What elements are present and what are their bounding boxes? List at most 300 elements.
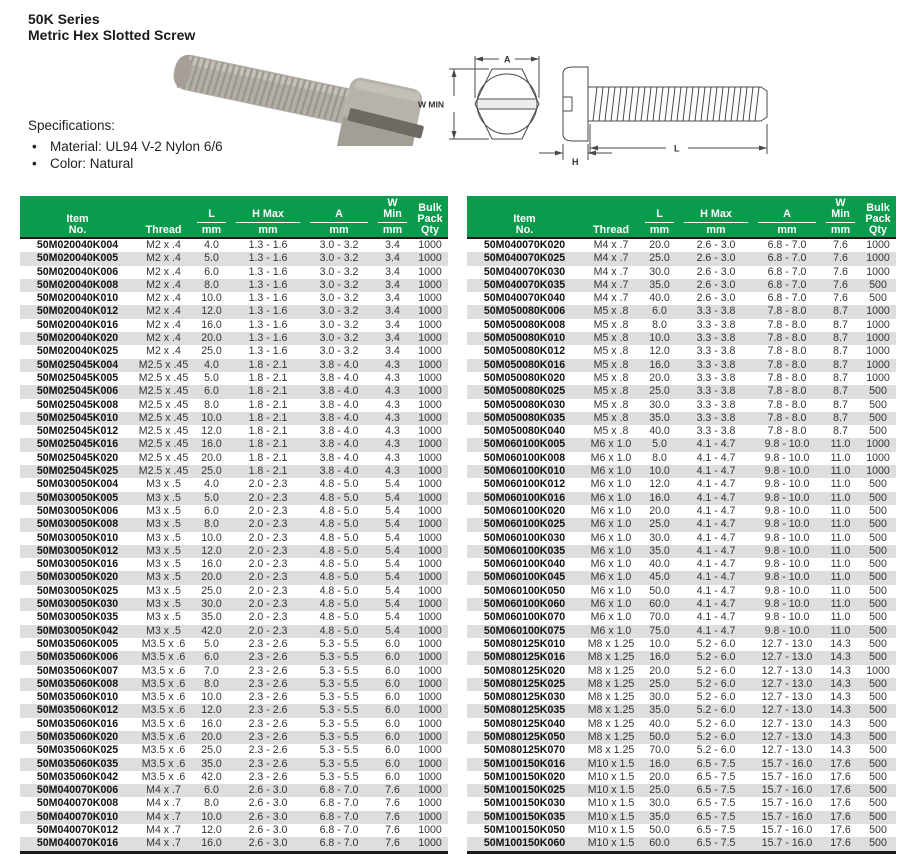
value-cell: 9.8 - 10.0 — [764, 584, 810, 597]
value-cell: 1000 — [418, 478, 442, 491]
item-no-cell: 50M050080K010 — [483, 332, 566, 345]
value-cell: 500 — [869, 531, 887, 544]
table-row — [20, 292, 448, 305]
item-no-cell: 50M020040K025 — [36, 345, 119, 358]
table-row — [467, 571, 896, 584]
value-cell: 16.0 — [201, 837, 222, 850]
value-cell: 500 — [869, 624, 887, 637]
value-cell: 6.0 — [652, 305, 667, 318]
value-cell: M4 x .7 — [593, 265, 629, 278]
value-cell: 2.0 - 2.3 — [248, 584, 288, 597]
value-cell: 12.7 - 13.0 — [761, 717, 813, 730]
value-cell: 1000 — [418, 797, 442, 810]
value-cell: 8.0 — [652, 318, 667, 331]
series-title: 50K Series — [28, 11, 100, 27]
value-cell: M2.5 x .45 — [138, 358, 189, 371]
value-cell: 2.3 - 2.6 — [248, 691, 288, 704]
table-row — [20, 691, 448, 704]
value-cell: 3.0 - 3.2 — [319, 252, 359, 265]
table-row — [20, 638, 448, 651]
value-cell: 9.8 - 10.0 — [764, 558, 810, 571]
table-row — [20, 611, 448, 624]
value-cell: M8 x 1.25 — [587, 691, 635, 704]
item-no-cell: 50M100150K030 — [483, 797, 566, 810]
value-cell: 12.0 — [649, 345, 670, 358]
spec-table-left — [20, 196, 448, 854]
value-cell: M4 x .7 — [593, 252, 629, 265]
value-cell: 6.5 - 7.5 — [696, 757, 736, 770]
item-no-cell: 50M060100K020 — [483, 504, 566, 517]
value-cell: 9.8 - 10.0 — [764, 544, 810, 557]
item-no-cell: 50M020040K010 — [36, 292, 119, 305]
value-cell: M4 x .7 — [146, 784, 181, 797]
value-cell: 1.3 - 1.6 — [248, 239, 288, 251]
value-cell: 7.6 — [833, 265, 848, 278]
table-row — [467, 478, 896, 491]
value-cell: 6.5 - 7.5 — [696, 797, 736, 810]
value-cell: 9.8 - 10.0 — [764, 598, 810, 611]
value-cell: 11.0 — [830, 611, 851, 624]
item-no-cell: 50M030050K012 — [36, 544, 119, 557]
value-cell: M8 x 1.25 — [587, 717, 635, 730]
value-cell: 1000 — [866, 438, 890, 451]
value-cell: 1.8 - 2.1 — [248, 465, 288, 478]
table-row — [467, 292, 896, 305]
value-cell: M8 x 1.25 — [587, 664, 635, 677]
value-cell: 16.0 — [649, 651, 670, 664]
value-cell: 3.0 - 3.2 — [319, 332, 359, 345]
value-cell: M5 x .8 — [593, 411, 629, 424]
value-cell: 1000 — [418, 770, 442, 783]
value-cell: 2.3 - 2.6 — [248, 704, 288, 717]
value-cell: 30.0 — [649, 797, 670, 810]
value-cell: 7.8 - 8.0 — [767, 332, 807, 345]
value-cell: 5.4 — [385, 491, 400, 504]
value-cell: M8 x 1.25 — [587, 651, 635, 664]
table-row — [20, 625, 448, 638]
value-cell: 10.0 — [201, 292, 222, 305]
value-cell: 25.0 — [201, 744, 222, 757]
value-cell: 5.3 - 5.5 — [319, 704, 359, 717]
table-row — [467, 465, 896, 478]
value-cell: 8.7 — [833, 425, 848, 438]
value-cell: 500 — [869, 571, 887, 584]
value-cell: 1.3 - 1.6 — [248, 318, 288, 331]
table-row — [467, 718, 896, 731]
value-cell: 30.0 — [649, 691, 670, 704]
value-cell: 2.3 - 2.6 — [248, 664, 288, 677]
table-row — [467, 279, 896, 292]
value-cell: 16.0 — [201, 318, 222, 331]
value-cell: 1.8 - 2.1 — [248, 358, 288, 371]
value-cell: 8.0 — [204, 518, 219, 531]
item-no-cell: 50M025045K016 — [36, 438, 119, 451]
value-cell: M3.5 x .6 — [141, 691, 186, 704]
value-cell: M5 x .8 — [593, 385, 629, 398]
value-cell: 8.7 — [833, 398, 848, 411]
value-cell: M6 x 1.0 — [590, 504, 632, 517]
item-no-cell: 50M060100K050 — [483, 584, 566, 597]
value-cell: 2.6 - 3.0 — [248, 797, 288, 810]
value-cell: 500 — [869, 385, 887, 398]
value-cell: M3 x .5 — [146, 544, 181, 557]
value-cell: 9.8 - 10.0 — [764, 571, 810, 584]
value-cell: 7.6 — [833, 252, 848, 265]
value-cell: 4.3 — [385, 451, 400, 464]
value-cell: 6.0 — [385, 730, 400, 743]
value-cell: 6.0 — [204, 385, 219, 398]
value-cell: 1.3 - 1.6 — [248, 305, 288, 318]
table-row — [20, 452, 448, 465]
item-no-cell: 50M100150K016 — [483, 757, 566, 770]
value-cell: M3 x .5 — [146, 611, 181, 624]
table-row — [20, 345, 448, 358]
table-row — [20, 797, 448, 810]
value-cell: 3.4 — [385, 318, 400, 331]
value-cell: 3.4 — [385, 265, 400, 278]
value-cell: M2.5 x .45 — [138, 425, 189, 438]
item-no-cell: 50M040070K010 — [36, 810, 119, 823]
value-cell: 5.4 — [385, 598, 400, 611]
value-cell: 35.0 — [649, 704, 670, 717]
table-row — [20, 784, 448, 797]
value-cell: 2.0 - 2.3 — [248, 531, 288, 544]
value-cell: 25.0 — [201, 584, 222, 597]
value-cell: 5.3 - 5.5 — [319, 757, 359, 770]
item-no-cell: 50M080125K050 — [483, 730, 566, 743]
value-cell: 5.4 — [385, 571, 400, 584]
value-cell: 7.6 — [385, 837, 400, 850]
table-row — [467, 758, 896, 771]
col-header-h-max: H Max mm — [679, 196, 753, 238]
table-row — [20, 545, 448, 558]
item-no-cell: 50M050080K006 — [483, 305, 566, 318]
table-row — [20, 385, 448, 398]
value-cell: M6 x 1.0 — [590, 584, 632, 597]
value-cell: 2.0 - 2.3 — [248, 491, 288, 504]
value-cell: 3.8 - 4.0 — [319, 451, 359, 464]
value-cell: 9.8 - 10.0 — [764, 624, 810, 637]
value-cell: M3.5 x .6 — [141, 637, 186, 650]
value-cell: 3.8 - 4.0 — [319, 385, 359, 398]
value-cell: 4.1 - 4.7 — [696, 571, 736, 584]
value-cell: 6.5 - 7.5 — [696, 810, 736, 823]
value-cell: 11.0 — [830, 558, 851, 571]
value-cell: 1000 — [866, 358, 890, 371]
value-cell: M8 x 1.25 — [587, 730, 635, 743]
table-row — [20, 585, 448, 598]
value-cell: 1.8 - 2.1 — [248, 451, 288, 464]
item-no-cell: 50M020040K004 — [36, 239, 119, 251]
value-cell: 1000 — [418, 438, 442, 451]
value-cell: M8 x 1.25 — [587, 744, 635, 757]
value-cell: 5.2 - 6.0 — [696, 744, 736, 757]
value-cell: 4.1 - 4.7 — [696, 518, 736, 531]
value-cell: M3 x .5 — [146, 531, 181, 544]
value-cell: 500 — [869, 691, 887, 704]
table-row — [467, 452, 896, 465]
spec-item-material — [28, 138, 223, 155]
value-cell: 1000 — [418, 332, 442, 345]
value-cell: 500 — [869, 292, 887, 305]
table-row — [467, 678, 896, 691]
value-cell: 1000 — [866, 252, 890, 265]
col-header-a: A mm — [305, 196, 373, 238]
value-cell: 1000 — [866, 305, 890, 318]
value-cell: 8.0 — [204, 278, 219, 291]
table-row — [467, 425, 896, 438]
value-cell: 15.7 - 16.0 — [761, 797, 813, 810]
value-cell: M6 x 1.0 — [590, 624, 632, 637]
item-no-cell: 50M035060K016 — [36, 717, 119, 730]
table-row — [20, 718, 448, 731]
item-no-cell: 50M040070K006 — [36, 784, 119, 797]
item-no-cell: 50M060100K025 — [483, 518, 566, 531]
value-cell: 7.8 - 8.0 — [767, 345, 807, 358]
spec-material-text: Material: UL94 V-2 Nylon 6/6 — [50, 139, 223, 154]
value-cell: M4 x .7 — [593, 292, 629, 305]
spec-table-right — [467, 196, 896, 854]
value-cell: 14.3 — [830, 651, 851, 664]
table-row — [20, 252, 448, 265]
value-cell: 500 — [869, 744, 887, 757]
table-row — [20, 372, 448, 385]
table-row — [20, 558, 448, 571]
value-cell: 8.0 — [204, 797, 219, 810]
item-no-cell: 50M030050K010 — [36, 531, 119, 544]
value-cell: 5.2 - 6.0 — [696, 730, 736, 743]
value-cell: M3 x .5 — [146, 491, 181, 504]
value-cell: 3.8 - 4.0 — [319, 438, 359, 451]
value-cell: 4.8 - 5.0 — [319, 624, 359, 637]
item-no-cell: 50M100150K050 — [483, 824, 566, 837]
value-cell: 17.6 — [830, 797, 851, 810]
value-cell: 75.0 — [649, 624, 670, 637]
value-cell: 500 — [869, 824, 887, 837]
item-no-cell: 50M060100K060 — [483, 598, 566, 611]
value-cell: 500 — [869, 770, 887, 783]
value-cell: 8.0 — [652, 451, 667, 464]
value-cell: M5 x .8 — [593, 398, 629, 411]
value-cell: 11.0 — [830, 478, 851, 491]
value-cell: 20.0 — [649, 504, 670, 517]
value-cell: 16.0 — [649, 757, 670, 770]
table-row — [20, 744, 448, 757]
value-cell: 6.8 - 7.0 — [767, 239, 807, 251]
value-cell: 17.6 — [830, 837, 851, 850]
value-cell: 3.8 - 4.0 — [319, 398, 359, 411]
value-cell: 4.8 - 5.0 — [319, 571, 359, 584]
value-cell: M3 x .5 — [146, 571, 181, 584]
value-cell: 3.0 - 3.2 — [319, 345, 359, 358]
table-row — [467, 824, 896, 837]
item-no-cell: 50M035060K006 — [36, 651, 119, 664]
value-cell: 3.3 - 3.8 — [696, 358, 736, 371]
item-no-cell: 50M050080K020 — [483, 371, 566, 384]
item-no-cell: 50M040070K012 — [36, 824, 119, 837]
value-cell: 500 — [869, 504, 887, 517]
table-row — [20, 492, 448, 505]
value-cell: 6.0 — [385, 691, 400, 704]
item-no-cell: 50M040070K025 — [483, 252, 566, 265]
value-cell: 1.8 - 2.1 — [248, 438, 288, 451]
table-row — [20, 465, 448, 478]
col-header-w-min: W Min mm — [821, 196, 860, 238]
value-cell: 1000 — [418, 371, 442, 384]
value-cell: 5.0 — [204, 371, 219, 384]
value-cell: 3.8 - 4.0 — [319, 358, 359, 371]
value-cell: 6.0 — [385, 651, 400, 664]
item-no-cell: 50M020040K016 — [36, 318, 119, 331]
value-cell: 70.0 — [649, 611, 670, 624]
value-cell: M10 x 1.5 — [587, 837, 635, 850]
table-row — [467, 665, 896, 678]
value-cell: 15.7 - 16.0 — [761, 837, 813, 850]
value-cell: 4.1 - 4.7 — [696, 584, 736, 597]
col-header-w-min: W Min mm — [373, 196, 412, 238]
value-cell: 1.3 - 1.6 — [248, 265, 288, 278]
value-cell: 5.3 - 5.5 — [319, 730, 359, 743]
value-cell: 500 — [869, 611, 887, 624]
value-cell: 1000 — [418, 677, 442, 690]
value-cell: M2.5 x .45 — [138, 438, 189, 451]
item-no-cell: 50M100150K020 — [483, 770, 566, 783]
value-cell: M6 x 1.0 — [590, 478, 632, 491]
table-row — [467, 704, 896, 717]
value-cell: 3.3 - 3.8 — [696, 425, 736, 438]
value-cell: 2.6 - 3.0 — [248, 824, 288, 837]
table-body-left — [20, 238, 448, 852]
value-cell: M4 x .7 — [593, 239, 629, 251]
value-cell: 4.1 - 4.7 — [696, 451, 736, 464]
table-row — [20, 438, 448, 451]
specifications — [28, 118, 223, 172]
table-row — [20, 758, 448, 771]
item-no-cell: 50M060100K012 — [483, 478, 566, 491]
item-no-cell: 50M035060K042 — [36, 770, 119, 783]
value-cell: M2 x .4 — [146, 345, 181, 358]
value-cell: 500 — [869, 810, 887, 823]
item-no-cell: 50M040070K008 — [36, 797, 119, 810]
item-no-cell: 50M025045K020 — [36, 451, 119, 464]
value-cell: M3 x .5 — [146, 598, 181, 611]
value-cell: 5.4 — [385, 584, 400, 597]
value-cell: 6.0 — [385, 637, 400, 650]
value-cell: 9.8 - 10.0 — [764, 438, 810, 451]
value-cell: 4.0 — [204, 239, 219, 251]
item-no-cell: 50M030050K008 — [36, 518, 119, 531]
value-cell: M3.5 x .6 — [141, 664, 186, 677]
value-cell: 1000 — [418, 278, 442, 291]
value-cell: 6.0 — [204, 784, 219, 797]
item-no-cell: 50M030050K004 — [36, 478, 119, 491]
value-cell: M10 x 1.5 — [587, 824, 635, 837]
value-cell: 7.8 - 8.0 — [767, 385, 807, 398]
value-cell: 25.0 — [649, 677, 670, 690]
item-no-cell: 50M030050K020 — [36, 571, 119, 584]
value-cell: M8 x 1.25 — [587, 677, 635, 690]
value-cell: 4.1 - 4.7 — [696, 504, 736, 517]
value-cell: M2 x .4 — [146, 265, 181, 278]
value-cell: 1000 — [866, 239, 890, 251]
value-cell: M5 x .8 — [593, 371, 629, 384]
value-cell: 500 — [869, 730, 887, 743]
value-cell: 16.0 — [201, 438, 222, 451]
value-cell: 1000 — [418, 239, 442, 251]
value-cell: 12.7 - 13.0 — [761, 637, 813, 650]
item-no-cell: 50M050080K008 — [483, 318, 566, 331]
value-cell: 5.3 - 5.5 — [319, 717, 359, 730]
item-no-cell: 50M060100K005 — [483, 438, 566, 451]
table-row — [467, 691, 896, 704]
value-cell: M2.5 x .45 — [138, 411, 189, 424]
value-cell: 1000 — [418, 651, 442, 664]
value-cell: 3.4 — [385, 345, 400, 358]
value-cell: 4.1 - 4.7 — [696, 598, 736, 611]
item-no-cell: 50M060100K010 — [483, 465, 566, 478]
value-cell: 1.3 - 1.6 — [248, 278, 288, 291]
value-cell: 2.6 - 3.0 — [696, 239, 736, 251]
value-cell: 45.0 — [649, 571, 670, 584]
value-cell: 12.0 — [201, 544, 222, 557]
value-cell: M3.5 x .6 — [141, 651, 186, 664]
value-cell: 7.6 — [833, 292, 848, 305]
value-cell: 12.7 - 13.0 — [761, 704, 813, 717]
value-cell: 4.8 - 5.0 — [319, 478, 359, 491]
item-no-cell: 50M030050K005 — [36, 491, 119, 504]
value-cell: 8.7 — [833, 332, 848, 345]
value-cell: 16.0 — [201, 558, 222, 571]
table-row — [467, 784, 896, 797]
value-cell: 1000 — [418, 398, 442, 411]
value-cell: M3 x .5 — [146, 504, 181, 517]
table-header-row — [467, 196, 896, 238]
value-cell: M3 x .5 — [146, 584, 181, 597]
value-cell: 9.8 - 10.0 — [764, 504, 810, 517]
value-cell: M2 x .4 — [146, 318, 181, 331]
value-cell: M2.5 x .45 — [138, 451, 189, 464]
value-cell: 15.7 - 16.0 — [761, 770, 813, 783]
value-cell: 4.1 - 4.7 — [696, 491, 736, 504]
value-cell: M10 x 1.5 — [587, 797, 635, 810]
value-cell: 9.8 - 10.0 — [764, 465, 810, 478]
item-no-cell: 50M035060K035 — [36, 757, 119, 770]
value-cell: 8.7 — [833, 358, 848, 371]
value-cell: 2.3 - 2.6 — [248, 717, 288, 730]
value-cell: 11.0 — [830, 491, 851, 504]
value-cell: 3.0 - 3.2 — [319, 278, 359, 291]
value-cell: 3.4 — [385, 305, 400, 318]
value-cell: 5.4 — [385, 478, 400, 491]
value-cell: 1000 — [418, 810, 442, 823]
table-row — [467, 545, 896, 558]
item-no-cell: 50M080125K020 — [483, 664, 566, 677]
value-cell: 500 — [869, 478, 887, 491]
table-row — [467, 505, 896, 518]
table-row — [467, 359, 896, 372]
value-cell: 15.7 - 16.0 — [761, 810, 813, 823]
table-row — [20, 266, 448, 279]
value-cell: 6.8 - 7.0 — [319, 784, 359, 797]
value-cell: 4.1 - 4.7 — [696, 611, 736, 624]
value-cell: 20.0 — [649, 371, 670, 384]
value-cell: 6.0 — [385, 704, 400, 717]
value-cell: 20.0 — [649, 239, 670, 251]
table-row — [467, 532, 896, 545]
value-cell: 1000 — [418, 451, 442, 464]
value-cell: M4 x .7 — [146, 797, 181, 810]
value-cell: M10 x 1.5 — [587, 770, 635, 783]
